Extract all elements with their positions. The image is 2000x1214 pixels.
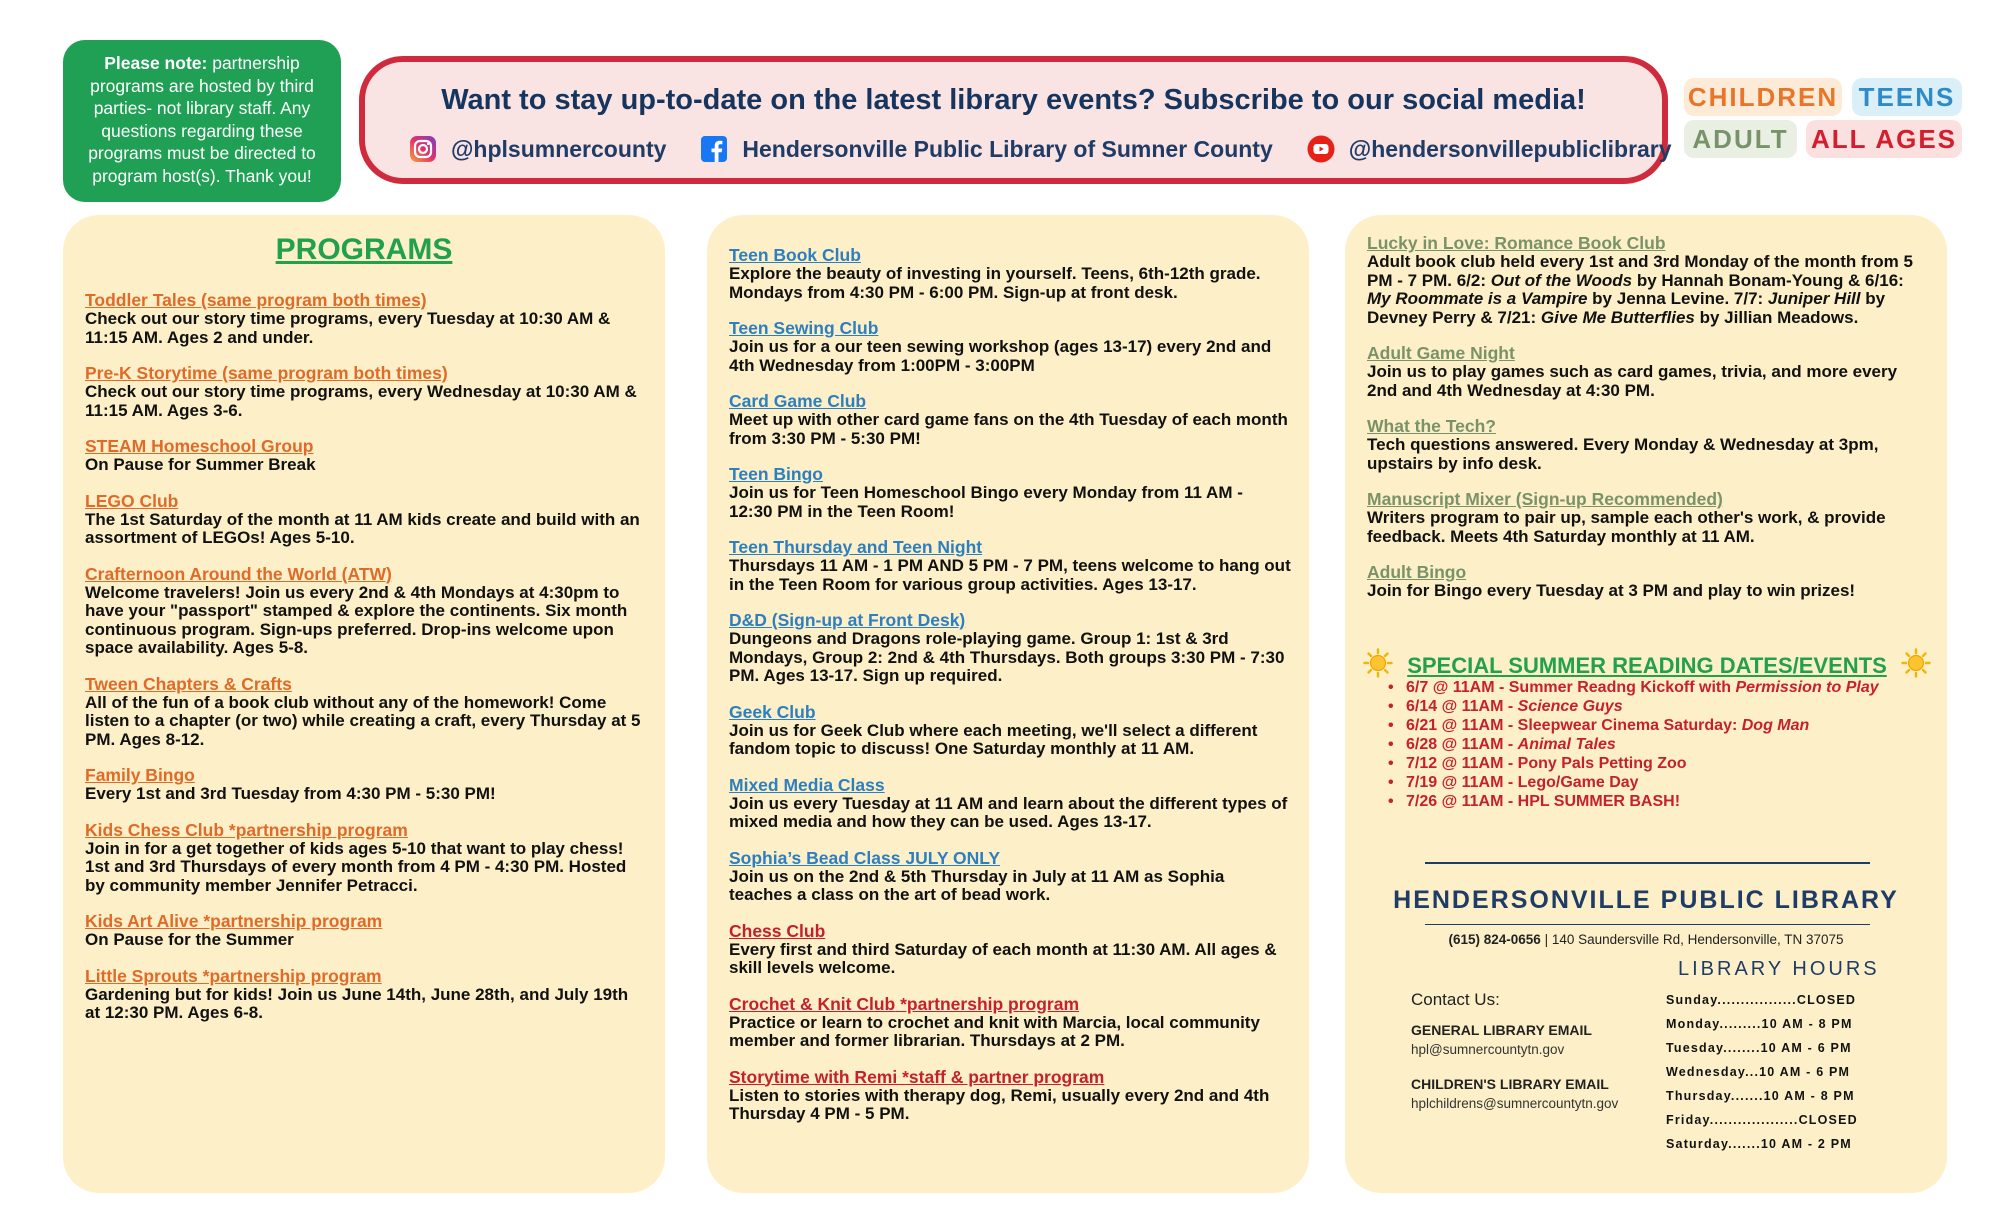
youtube-icon bbox=[1307, 135, 1335, 163]
event-text: 6/14 @ 11AM - bbox=[1406, 698, 1518, 715]
library-street: | 140 Saundersville Rd, Hendersonville, TN 37075 bbox=[1540, 932, 1844, 947]
program-item bbox=[85, 491, 647, 548]
program-title[interactable] bbox=[85, 674, 647, 694]
program-description: Explore the beauty of investing in yourself. Teens, 6th-12th grade. Mondays from 4:30 PM - 6:00 PM. Sign-up at front desk. bbox=[729, 264, 1261, 302]
program-item bbox=[85, 436, 647, 475]
event-title: Science Guys bbox=[1517, 698, 1623, 715]
event-text: 6/7 @ 11AM - Summer Readng Kickoff with bbox=[1406, 679, 1736, 696]
program-item bbox=[729, 775, 1291, 832]
summer-reading-title: SPECIAL SUMMER READING DATES/EVENTS bbox=[1407, 652, 1887, 678]
note-text: partnership programs are hosted by third parties- not library staff. Any questions regarding these programs must be directed to program host(s). Thank you! bbox=[88, 53, 316, 186]
program-title-text: Crafternoon Around the World (ATW) bbox=[85, 563, 392, 584]
program-title-text: Kids Art Alive bbox=[85, 911, 199, 931]
event-text: 7/19 @ 11AM - Lego/Game Day bbox=[1406, 774, 1639, 791]
program-description: Join for Bingo every Tuesday at 3 PM and play to win prizes! bbox=[1367, 581, 1856, 600]
program-title-text: Teen Sewing Club bbox=[729, 318, 879, 338]
program-description: Join us every Tuesday at 11 AM and learn about the different types of mixed media and how they can be used. Ages 13-17. bbox=[729, 793, 1288, 831]
program-title-text: Manuscript Mixer bbox=[1367, 489, 1511, 509]
description-text: Adult book club held every 1st and 3rd Monday of the month from 5 PM - 7 PM. 6/2: bbox=[1367, 252, 1913, 290]
program-title-text: Chess Club bbox=[729, 920, 826, 941]
program-description: Gardening but for kids! Join us June 14th, June 28th, and July 19th at 12:30 PM. Ages 6-8. bbox=[85, 984, 629, 1022]
book-title: Give Me Butterflies bbox=[1540, 307, 1695, 327]
program-title-text: Adult Game Night bbox=[1367, 343, 1515, 363]
program-title-text: Little Sprouts bbox=[85, 965, 198, 986]
event-text: 6/21 @ 11AM - Sleepwear Cinema Saturday: bbox=[1406, 717, 1742, 734]
program-item bbox=[729, 702, 1291, 759]
program-item bbox=[729, 537, 1291, 594]
event-text: 6/28 @ 11AM - bbox=[1406, 736, 1518, 753]
program-description: Writers program to pair up, sample each other's work, & provide feedback. Meets 4th Saturday monthly at 11 AM. bbox=[1367, 508, 1886, 546]
program-item bbox=[729, 994, 1291, 1051]
summer-event bbox=[1388, 754, 1948, 773]
program-title[interactable] bbox=[729, 391, 1291, 411]
program-title[interactable] bbox=[85, 765, 647, 785]
program-description: Check out our story time programs, every Wednesday at 10:30 AM & 11:15 AM. Ages 3-6. bbox=[85, 382, 637, 420]
program-item bbox=[1367, 233, 1929, 327]
program-description: Every 1st and 3rd Tuesday from 4:30 PM - 5:30 PM! bbox=[85, 784, 496, 803]
program-title-text: Card Game Club bbox=[729, 391, 867, 411]
children-email-label: CHILDREN'S LIBRARY EMAIL bbox=[1411, 1076, 1609, 1092]
program-title-text: LEGO Club bbox=[85, 490, 179, 511]
program-description: On Pause for Summer Break bbox=[85, 455, 316, 474]
program-title[interactable] bbox=[85, 436, 647, 456]
program-description: Every first and third Saturday of each month at 11:30 AM. All ages & skill levels welcome. bbox=[729, 939, 1277, 977]
library-name: HENDERSONVILLE PUBLIC LIBRARY bbox=[1393, 886, 1899, 914]
program-title[interactable] bbox=[729, 994, 1291, 1014]
program-title-text: STEAM Homeschool Group bbox=[85, 436, 314, 456]
children-email[interactable]: hplchildrens@sumnercountytn.gov bbox=[1411, 1096, 1619, 1111]
program-title-text: Crochet & Knit Club bbox=[729, 993, 896, 1014]
program-title[interactable] bbox=[729, 848, 1291, 868]
facebook-handle: Hendersonville Public Library of Sumner County bbox=[742, 135, 1273, 162]
divider-top bbox=[1425, 862, 1870, 864]
book-title: Out of the Woods bbox=[1490, 270, 1633, 290]
program-title[interactable] bbox=[729, 921, 1291, 941]
program-item bbox=[85, 966, 647, 1023]
event-title: Animal Tales bbox=[1517, 736, 1616, 753]
program-title[interactable] bbox=[1367, 233, 1929, 253]
program-title[interactable] bbox=[729, 1067, 1291, 1087]
program-title[interactable] bbox=[85, 820, 647, 840]
hours-friday: Friday...................CLOSED bbox=[1666, 1113, 1858, 1127]
library-hours-list bbox=[1666, 988, 1894, 1156]
program-description: Join us for Geek Club where each meeting, we'll select a different fandom topic to discuss! One Saturday monthly at 11 AM. bbox=[729, 720, 1258, 758]
program-title[interactable] bbox=[1367, 489, 1929, 509]
instagram-icon bbox=[409, 135, 437, 163]
contact-us-label: Contact Us: bbox=[1411, 990, 1500, 1009]
description-text: by Devney Perry & 7/21: bbox=[1367, 289, 1886, 327]
program-title-text: Lucky in Love: Romance Book Club bbox=[1367, 233, 1666, 253]
event-title: Permission to Play bbox=[1735, 679, 1879, 696]
adult-program-list bbox=[1367, 233, 1929, 617]
program-title[interactable] bbox=[85, 911, 647, 931]
program-description: The 1st Saturday of the month at 11 AM kids create and build with an assortment of LEGOs! Ages 5-10. bbox=[85, 509, 640, 547]
program-title[interactable] bbox=[729, 610, 1291, 630]
program-title-text: Teen Book Club bbox=[729, 245, 861, 265]
summer-event bbox=[1388, 697, 1948, 716]
program-description: Meet up with other card game fans on the 4th Tuesday of each month from 3:30 PM - 5:30 PM! bbox=[729, 410, 1288, 448]
social-title: Want to stay up-to-date on the latest library events? Subscribe to our social media! bbox=[441, 84, 1586, 116]
program-item bbox=[85, 363, 647, 420]
general-email-label: GENERAL LIBRARY EMAIL bbox=[1411, 1022, 1592, 1038]
program-title-text: Storytime with Remi bbox=[729, 1066, 898, 1087]
program-title[interactable] bbox=[85, 564, 647, 584]
tag-teens: TEENS bbox=[1852, 78, 1962, 116]
summer-event bbox=[1388, 678, 1948, 697]
program-title[interactable] bbox=[729, 537, 1291, 557]
social-handles bbox=[409, 135, 1672, 163]
program-description: Join us for Teen Homeschool Bingo every Monday from 11 AM - 12:30 PM in the Teen Room! bbox=[729, 483, 1243, 521]
summer-event bbox=[1388, 716, 1948, 735]
event-title: Dog Man bbox=[1741, 717, 1810, 734]
youtube-link[interactable] bbox=[1307, 135, 1672, 163]
program-title[interactable] bbox=[85, 966, 647, 986]
program-title-text: D&D bbox=[729, 610, 767, 630]
program-title[interactable] bbox=[729, 464, 1291, 484]
children-programs-panel bbox=[63, 215, 665, 1193]
book-title: Juniper Hill bbox=[1767, 289, 1861, 308]
programs-heading: PROGRAMS bbox=[275, 233, 453, 266]
partnership-note bbox=[63, 40, 341, 202]
tag-children: CHILDREN bbox=[1684, 78, 1842, 116]
program-title[interactable] bbox=[729, 775, 1291, 795]
program-item bbox=[1367, 489, 1929, 546]
program-description: Join us for a our teen sewing workshop (ages 13-17) every 2nd and 4th Wednesday from 1:00PM - 3:00PM bbox=[729, 337, 1272, 375]
library-phone: (615) 824-0656 bbox=[1448, 932, 1541, 947]
program-item bbox=[85, 674, 647, 750]
program-title[interactable] bbox=[85, 363, 647, 383]
program-title[interactable] bbox=[1367, 416, 1929, 436]
teen-program-list bbox=[729, 245, 1291, 1140]
program-title[interactable] bbox=[729, 245, 1291, 265]
program-item bbox=[1367, 343, 1929, 400]
program-title-text: Family Bingo bbox=[85, 765, 195, 785]
program-title[interactable] bbox=[85, 290, 647, 310]
program-description: Thursdays 11 AM - 1 PM AND 5 PM - 7 PM, teens welcome to hang out in the Teen Room for various group activities. Ages 13-17. bbox=[729, 556, 1291, 594]
program-item bbox=[85, 765, 647, 804]
program-item bbox=[85, 564, 647, 658]
program-description: Join us on the 2nd & 5th Thursday in July at 11 AM as Sophia teaches a class on the art of bead work. bbox=[729, 866, 1225, 904]
program-title-text: Teen Bingo bbox=[729, 464, 823, 484]
program-note: *partnership program bbox=[198, 911, 383, 931]
program-note: *partnership program bbox=[224, 819, 408, 840]
instagram-link[interactable] bbox=[409, 135, 666, 163]
program-description: Listen to stories with therapy dog, Remi, usually every 2nd and 4th Thursday 4 PM - 5 PM. bbox=[729, 1085, 1270, 1123]
facebook-icon bbox=[700, 135, 728, 163]
hours-thursday: Thursday.......10 AM - 8 PM bbox=[1666, 1089, 1855, 1103]
children-program-list bbox=[85, 290, 647, 1039]
program-item bbox=[85, 290, 647, 347]
hours-saturday: Saturday.......10 AM - 2 PM bbox=[1666, 1137, 1852, 1151]
program-item bbox=[1367, 416, 1929, 473]
hours-sunday: Sunday.................CLOSED bbox=[1666, 993, 1857, 1007]
program-title-text: Tween Chapters & Crafts bbox=[85, 673, 292, 694]
program-item bbox=[729, 1067, 1291, 1124]
summer-events-list bbox=[1388, 678, 1948, 811]
tag-all-ages: ALL AGES bbox=[1806, 120, 1962, 158]
summer-event bbox=[1388, 792, 1948, 811]
facebook-link[interactable] bbox=[700, 135, 1272, 163]
program-description: Check out our story time programs, every Tuesday at 10:30 AM & 11:15 AM. Ages 2 and under. bbox=[85, 309, 611, 347]
program-description: All of the fun of a book club without any of the homework! Come listen to a chapter (or two) while creating a craft, every Thursday at 5 PM. Ages 8-12. bbox=[85, 692, 641, 749]
instagram-handle: @hplsumnercounty bbox=[451, 135, 667, 162]
program-title[interactable] bbox=[729, 702, 1291, 722]
program-note: (Sign-up at Front Desk) bbox=[766, 610, 966, 630]
program-description: On Pause for the Summer bbox=[85, 930, 294, 949]
event-text: 7/12 @ 11AM - Pony Pals Petting Zoo bbox=[1406, 755, 1687, 772]
book-title: My Roommate is a Vampire bbox=[1367, 289, 1588, 308]
program-note: (Sign-up Recommended) bbox=[1510, 489, 1723, 509]
program-note: *partnership program bbox=[895, 993, 1080, 1014]
program-item bbox=[85, 911, 647, 950]
program-title[interactable] bbox=[1367, 562, 1929, 582]
hours-monday: Monday.........10 AM - 8 PM bbox=[1666, 1017, 1853, 1031]
program-note: *staff & partner program bbox=[897, 1066, 1105, 1087]
description-text: by Jillian Meadows. bbox=[1694, 307, 1859, 327]
program-item bbox=[85, 820, 647, 896]
youtube-handle: @hendersonvillepubliclibrary bbox=[1348, 135, 1672, 162]
event-text: 7/26 @ 11AM - HPL SUMMER BASH! bbox=[1406, 793, 1681, 810]
social-media-banner bbox=[359, 56, 1672, 184]
library-address bbox=[1356, 932, 1936, 947]
note-label: Please note: bbox=[104, 53, 208, 73]
program-item bbox=[729, 391, 1291, 448]
program-item bbox=[729, 464, 1291, 521]
program-title-text: Geek Club bbox=[729, 701, 816, 722]
program-title-text: Adult Bingo bbox=[1367, 562, 1467, 582]
program-title-text: Kids Chess Club bbox=[85, 819, 225, 840]
program-description: Tech questions answered. Every Monday & Wednesday at 3pm, upstairs by info desk. bbox=[1367, 435, 1879, 473]
program-item bbox=[1367, 562, 1929, 601]
program-title-text: Pre-K Storytime (same program both times) bbox=[85, 363, 448, 383]
program-item bbox=[729, 318, 1291, 375]
description-text: by Jenna Levine. 7/7: bbox=[1587, 289, 1768, 308]
program-item bbox=[729, 921, 1291, 978]
program-item bbox=[729, 245, 1291, 302]
program-title-text: What the Tech? bbox=[1367, 416, 1496, 436]
program-description: Join in for a get together of kids ages 5-10 that want to play chess! 1st and 3rd Thursdays of every month from 4 PM - 4:30 PM. Hosted by community member Jennifer Petracci. bbox=[85, 838, 627, 895]
program-note: *partnership program bbox=[197, 965, 382, 986]
tag-adult: ADULT bbox=[1684, 120, 1797, 158]
program-title[interactable] bbox=[85, 491, 647, 511]
program-description: Practice or learn to crochet and knit with Marcia, local community member and former librarian. Thursdays at 2 PM. bbox=[729, 1012, 1260, 1050]
program-title-text: Teen Thursday and Teen Night bbox=[729, 537, 983, 557]
program-item bbox=[729, 610, 1291, 686]
program-title-text: Sophia’s Bead Class JULY ONLY bbox=[729, 847, 1001, 868]
program-title[interactable] bbox=[729, 318, 1291, 338]
summer-event bbox=[1388, 735, 1948, 754]
program-description: Dungeons and Dragons role-playing game. Group 1: 1st & 3rd Mondays, Group 2: 2nd & 4th Thursdays. Both groups 3:30 PM - 7:30 PM. Ages 13-17. Sign up required. bbox=[729, 629, 1285, 685]
summer-event bbox=[1388, 773, 1948, 792]
general-email[interactable]: hpl@sumnercountytn.gov bbox=[1411, 1042, 1565, 1057]
divider-bottom bbox=[1425, 924, 1870, 925]
teen-programs-panel bbox=[707, 215, 1309, 1193]
program-description: Welcome travelers! Join us every 2nd & 4th Mondays at 4:30pm to have your "passport" stamped & explore the continents. Six month continuous program. Sign-ups preferred. Drop-ins welcome upon space availability. Ages 5-8. bbox=[85, 582, 628, 657]
hours-tuesday: Tuesday........10 AM - 6 PM bbox=[1666, 1041, 1852, 1055]
program-description: Join us to play games such as card games, trivia, and more every 2nd and 4th Wednesday at 4:30 PM. bbox=[1367, 362, 1898, 400]
program-description bbox=[1367, 253, 1929, 327]
program-item bbox=[729, 848, 1291, 905]
program-title-text: Mixed Media Class bbox=[729, 774, 885, 795]
hours-wednesday: Wednesday...10 AM - 6 PM bbox=[1666, 1065, 1851, 1079]
library-hours-title: LIBRARY HOURS bbox=[1678, 958, 1880, 980]
program-title[interactable] bbox=[1367, 343, 1929, 363]
program-title-text: Toddler Tales (same program both times) bbox=[85, 290, 427, 310]
description-text: by Hannah Bonam-Young & 6/16: bbox=[1632, 270, 1904, 290]
